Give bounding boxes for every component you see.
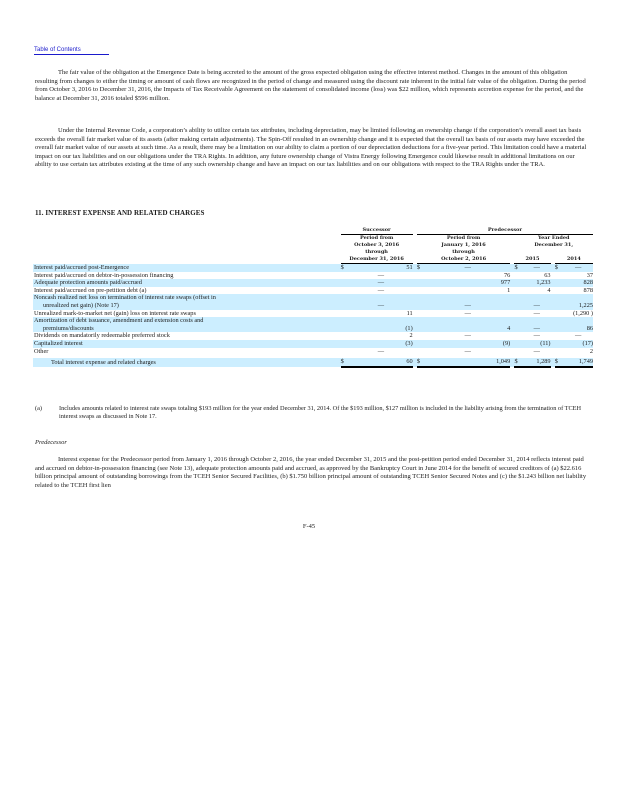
row-label: Total interest expense and related charges <box>33 358 341 367</box>
row-label: Unrealized mark-to-market net (gain) loss on interest rate swaps <box>34 309 196 317</box>
header-c1-line4: December 31, 2016 <box>341 256 413 264</box>
header-successor: Successor <box>341 227 413 235</box>
header-2014: 2014 <box>555 256 593 264</box>
value-predecessor-2016: 4 <box>425 325 510 333</box>
value-2015: — <box>523 302 551 310</box>
table-row <box>33 272 593 280</box>
currency-symbol <box>555 325 563 333</box>
table-row <box>33 279 593 287</box>
value-predecessor-2016: — <box>425 302 510 310</box>
value-2015: — <box>533 309 540 317</box>
value-2014: — <box>563 264 593 272</box>
currency-symbol <box>555 332 563 340</box>
currency-symbol <box>555 340 563 348</box>
paragraph-text: Under the Internal Revenue Code, a corporation’s ability to utilize certain tax attributes, including depreciation, may be limited following an ownership change if the corporation’s overall asset tax basis exceeds the overall fair market value of its assets (after making certain adjustments). The Spin-Off resulted in an ownership change and it is expected that the overall tax basis of our assets may have exceeded the overall fair market value of our assets at such time. As a result, there may be a limitation on our ability to claim a portion of our depreciation deductions for a five-year period. This limitation could have a material impact on our tax liabilities and on our obligations under the TRA Rights. In addition, any future ownership change of Vistra Energy following Emergence could likewise result in additional limitations on our ability to use certain tax attributes existing at the time of any such ownership change and have an impact on our tax liabilities and on our obligations with respect to the TRA Rights under the TRA. <box>35 127 587 169</box>
value-2015: 63 <box>544 271 551 279</box>
value-successor-2016: — <box>377 286 384 294</box>
spacer-cell <box>523 317 551 325</box>
section-heading: 11. INTEREST EXPENSE AND RELATED CHARGES <box>35 209 205 217</box>
row-label: Interest paid/accrued on debtor-in-possession financing <box>34 271 174 279</box>
value-predecessor-2016: — <box>464 347 471 355</box>
value-2014: 828 <box>563 279 593 287</box>
currency-symbol <box>514 325 522 333</box>
value-2014: 37 <box>586 271 593 279</box>
value-predecessor-2016: 1 <box>507 286 511 294</box>
currency-symbol <box>555 272 563 280</box>
spacer-cell <box>555 317 563 325</box>
value-successor-2016: 51 <box>349 264 413 272</box>
value-2014: — <box>574 332 582 340</box>
header-year-ended-line1: Year Ended <box>537 235 570 241</box>
value-2014: 878 <box>583 286 593 294</box>
currency-symbol <box>555 310 563 318</box>
value-successor-2016: 2 <box>409 332 413 340</box>
currency-symbol: $ <box>341 358 349 367</box>
table-header-row-4 <box>33 256 593 264</box>
table-row <box>33 310 593 318</box>
header-year-ended-line2: December 31, <box>534 242 574 248</box>
value-2015: 1,233 <box>523 279 551 287</box>
value-2014: 2 <box>589 347 593 355</box>
table-header-row-1 <box>33 235 593 243</box>
header-c2-line1: Period from <box>446 235 481 241</box>
value-predecessor-2016: — <box>425 264 510 272</box>
currency-symbol: $ <box>417 358 425 367</box>
table-row <box>33 302 593 310</box>
currency-symbol <box>514 279 522 287</box>
value-2015: — <box>523 325 551 333</box>
table-row <box>33 317 593 325</box>
table-row <box>33 348 593 356</box>
currency-symbol <box>555 302 563 310</box>
header-c1-line3: through <box>365 249 388 255</box>
currency-symbol <box>555 287 563 295</box>
currency-symbol <box>341 348 349 356</box>
value-successor-2016: — <box>377 271 384 279</box>
spacer-cell <box>514 294 522 302</box>
currency-symbol <box>417 340 425 348</box>
currency-symbol: $ <box>514 358 522 367</box>
row-label: Interest paid/accrued post-Emergence <box>33 264 341 272</box>
paragraph-text: The fair value of the obligation at the Emergence Date is being accreted to the amount of the gross expected obligation using the effective interest method. Changes in the amount of this obligation resulting from changes to either the timing or amount of cash flows are recognized in the period of change and measured using the discount rate inherent in the initial fair value of the obligation. During the period from October 3, 2016 to December 31, 2016, the Impacts of Tax Receivable Agreement on the statement of consolidated income (loss) was $22 million, which represents accretion expense for the period, and the balance at December 31, 2016 totaled $596 million. <box>35 69 586 102</box>
row-label: unrealized net gain) (Note 17) <box>33 302 341 310</box>
value-2014: 1,225 <box>563 302 593 310</box>
row-label: premiums/discounts <box>33 325 341 333</box>
table-row <box>33 332 593 340</box>
header-c1-line2: October 3, 2016 <box>354 242 400 248</box>
row-label: Noncash realized net loss on termination of interest rate swaps (offset in <box>33 294 341 302</box>
row-label: Other <box>34 347 49 355</box>
currency-symbol <box>341 302 349 310</box>
paragraph-text: Interest expense for the Predecessor period from January 1, 2016 through October 2, 2016, the year ended December 31, 2015 and the post-petition period ended December 31, 2014 reflects interest paid and accrued on debtor-in-possession financing (see Note 13), adequate protection amounts paid and accrued, as approved by the Bankruptcy Court in June 2014 for the benefit of secured creditors of (a) $22.616 billion principal amount of outstanding borrowings from the TCEH Senior Secured Facilities, (b) $1.750 billion principal amount of outstanding TCEH Senior Secured Notes and (c) the $1.243 billion net liability related to the TCEH first lien <box>35 456 587 489</box>
currency-symbol <box>417 310 425 318</box>
spacer-cell <box>349 317 413 325</box>
currency-symbol <box>514 332 522 340</box>
spacer-cell <box>563 294 593 302</box>
table-row <box>33 340 593 348</box>
currency-symbol: $ <box>555 358 563 367</box>
spacer-cell <box>425 294 510 302</box>
row-label: Amortization of debt issuance, amendment and extension costs and <box>33 317 341 325</box>
currency-symbol <box>417 332 425 340</box>
value-successor-2016: — <box>349 279 413 287</box>
row-label: Capitalized interest <box>33 340 341 348</box>
paragraph-tra-accretion <box>35 69 588 103</box>
currency-symbol <box>341 325 349 333</box>
spacer-cell <box>417 317 425 325</box>
spacer-cell <box>514 317 522 325</box>
table-row <box>33 325 593 333</box>
spacer-cell <box>555 294 563 302</box>
spacer-cell <box>563 317 593 325</box>
currency-symbol: $ <box>417 264 425 272</box>
table-body <box>33 264 593 367</box>
row-label: Dividends on mandatorily redeemable preferred stock <box>34 332 170 340</box>
value-2015: — <box>533 332 540 340</box>
currency-symbol <box>341 310 349 318</box>
spacer-cell <box>523 294 551 302</box>
value-2015: — <box>523 264 551 272</box>
currency-symbol <box>514 287 522 295</box>
currency-symbol <box>514 310 522 318</box>
currency-symbol <box>555 348 563 356</box>
currency-symbol <box>514 340 522 348</box>
table-row <box>33 294 593 302</box>
interest-expense-table <box>33 227 593 368</box>
spacer-cell <box>341 294 349 302</box>
value-successor-2016: (3) <box>349 340 413 348</box>
spacer-cell <box>349 294 413 302</box>
table-row <box>33 264 593 272</box>
currency-symbol <box>417 287 425 295</box>
row-label: Adequate protection amounts paid/accrued <box>33 279 341 287</box>
value-predecessor-2016: — <box>464 309 471 317</box>
currency-symbol: $ <box>514 264 522 272</box>
footnote <box>35 405 590 421</box>
value-2015: 4 <box>547 286 551 294</box>
currency-symbol <box>417 348 425 356</box>
table-header-row-2 <box>33 242 593 249</box>
footnote-marker: (a) <box>35 405 42 412</box>
currency-symbol <box>417 272 425 280</box>
header-c2-line2: January 1, 2016 <box>441 242 486 248</box>
value-successor-2016: 11 <box>406 309 413 317</box>
value-predecessor-2016: 76 <box>503 271 511 279</box>
currency-symbol <box>417 279 425 287</box>
table-header-group-row <box>33 227 593 235</box>
value-successor-2016: — <box>349 302 413 310</box>
header-c2-line3: through <box>452 249 475 255</box>
spacer-cell <box>417 294 425 302</box>
currency-symbol <box>555 279 563 287</box>
table-of-contents-link[interactable]: Table of Contents <box>34 47 109 55</box>
value-successor-2016: — <box>377 347 384 355</box>
value-successor-2016: 60 <box>349 358 413 367</box>
value-2015: (11) <box>523 340 551 348</box>
paragraph-ownership-change <box>35 127 588 170</box>
table-header-row-3 <box>33 249 593 256</box>
currency-symbol: $ <box>555 264 563 272</box>
value-predecessor-2016: (9) <box>425 340 510 348</box>
value-2014: 1,749 <box>563 358 593 367</box>
currency-symbol <box>341 279 349 287</box>
value-2014: (17) <box>563 340 593 348</box>
header-c2-line4: October 2, 2016 <box>417 256 510 264</box>
total-row <box>33 358 593 367</box>
spacer-cell <box>341 317 349 325</box>
currency-symbol <box>341 340 349 348</box>
currency-symbol <box>417 325 425 333</box>
currency-symbol: $ <box>341 264 349 272</box>
header-c1-line1: Period from <box>359 235 394 241</box>
value-2014: (1,290 ) <box>573 309 593 317</box>
currency-symbol <box>514 302 522 310</box>
header-predecessor: Predecessor <box>417 227 593 235</box>
currency-symbol <box>417 302 425 310</box>
value-2014: 86 <box>563 325 593 333</box>
footnote-text: Includes amounts related to interest rate swaps totaling $193 million for the year ended December 31, 2014. Of the $193 million, $127 million is included in the liability arising from the termination of TCEH interest swaps as discussed in Note 17. <box>59 405 582 420</box>
value-successor-2016: (1) <box>349 325 413 333</box>
table-row <box>33 287 593 295</box>
paragraph-predecessor-interest <box>35 456 588 490</box>
value-2015: 1,289 <box>523 358 551 367</box>
predecessor-subheading: Predecessor <box>35 439 67 446</box>
value-predecessor-2016: 977 <box>425 279 510 287</box>
row-label: Interest paid/accrued on pre-petition debt (a) <box>34 286 147 294</box>
value-2015: — <box>533 347 540 355</box>
currency-symbol <box>341 287 349 295</box>
value-predecessor-2016: — <box>464 332 471 340</box>
page-number: F-45 <box>302 523 316 530</box>
value-predecessor-2016: 1,049 <box>425 358 510 367</box>
currency-symbol <box>341 332 349 340</box>
currency-symbol <box>514 272 522 280</box>
header-2015: 2015 <box>514 256 550 264</box>
currency-symbol <box>341 272 349 280</box>
spacer-cell <box>425 317 510 325</box>
currency-symbol <box>514 348 522 356</box>
